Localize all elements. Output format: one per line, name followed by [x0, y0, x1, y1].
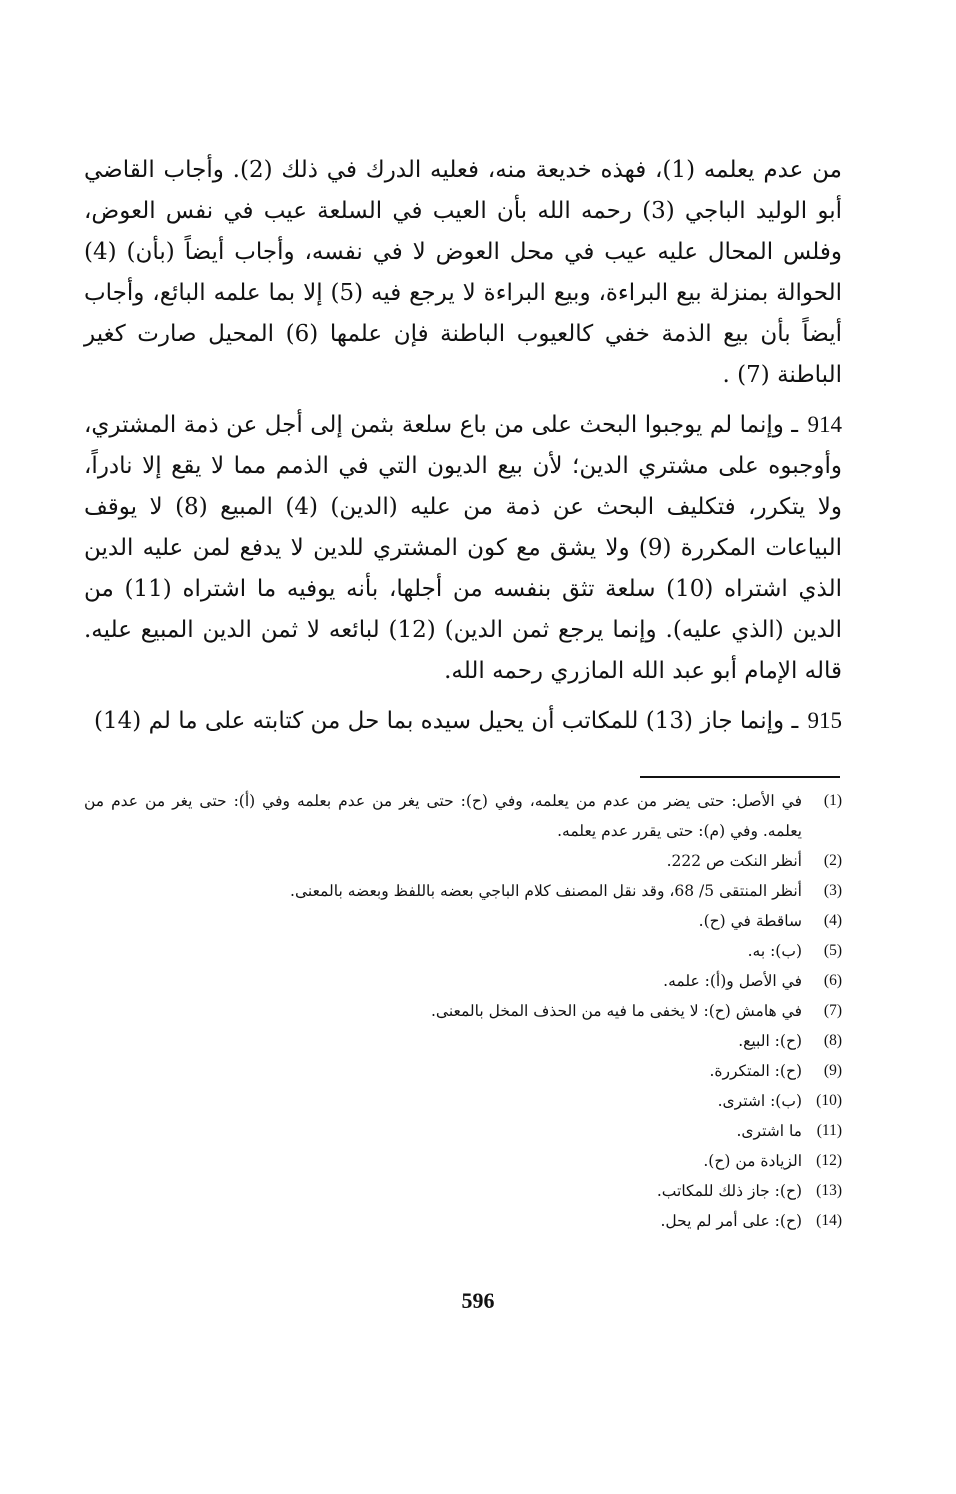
footnote-text: في الأصل: حتى يضر من عدم من يعلمه، وفي (ح): حتى يغر من عدم بعلمه وفي (أ): حتى يغر من عدم من يعلمه. وفي (م): حتى يقرر عدم يعلمه.: [84, 792, 802, 840]
paragraph-text: ـ وإنما جاز (13) للمكاتب أن يحيل سيده بما حل من كتابته على ما لم (14): [94, 708, 799, 734]
footnote-14: [84, 1206, 842, 1236]
footnote-text: أنظر النكت ص 222.: [666, 852, 802, 870]
main-text: [84, 150, 842, 750]
footnote-text: (ب): اشترى.: [717, 1092, 802, 1110]
footnote-text: في الأصل و(أ): علمه.: [663, 972, 802, 990]
footnote-3: [84, 876, 842, 906]
footnote-text: ساقطة في (ح).: [698, 912, 802, 930]
footnotes: [84, 786, 842, 1236]
footnote-number: (4): [823, 912, 842, 929]
footnote-5: [84, 936, 842, 966]
footnote-text: (ح): على أمر لم يحل.: [660, 1212, 802, 1230]
footnote-number: (12): [816, 1152, 842, 1169]
footnote-8: [84, 1026, 842, 1056]
paragraph-number: 915: [807, 708, 842, 733]
footnote-number: (14): [816, 1212, 842, 1229]
footnote-7: [84, 996, 842, 1026]
footnote-text: (ب): به.: [747, 942, 802, 960]
footnote-9: [84, 1056, 842, 1086]
footnote-number: (13): [816, 1182, 842, 1199]
footnote-4: [84, 906, 842, 936]
footnote-text: (ح): المتكررة.: [709, 1062, 802, 1080]
paragraph-913-continuation: [84, 150, 842, 396]
footnote-number: (6): [823, 972, 842, 989]
paragraph-number: 914: [807, 412, 843, 437]
footnote-2: [84, 846, 842, 876]
footnote-number: (7): [823, 1002, 842, 1019]
paragraph-text: من عدم يعلمه (1)، فهذه خديعة منه، فعليه الدرك في ذلك (2). وأجاب القاضي أبو الوليد الباجي (3) رحمه الله بأن العيب في السلعة عيب في نفس العوض، وفلس المحال عليه عيب في محل العوض لا في نفسه، وأجاب أيضاً (بأن) (4) الحوالة بمنزلة بيع البراءة، وبيع البراءة لا يرجع فيه (5) إلا بما علمه البائع، وأجاب أيضاً بأن بيع الذمة خفي كالعيوب الباطنة فإن علمها (6) المحيل صارت كغير الباطنة (7) .: [84, 157, 842, 388]
footnote-number: (5): [823, 942, 842, 959]
footnote-number: (11): [816, 1122, 842, 1139]
page-number: 596: [461, 1288, 495, 1313]
footnote-text: في هامش (ح): لا يخفى ما فيه من الحذف المخل بالمعنى.: [430, 1002, 802, 1020]
footnote-text: أنظر المنتقى 5/ 68، وقد نقل المصنف كلام الباجي بعضه باللفظ وبعضه بالمعنى.: [290, 882, 802, 900]
footnote-1: [84, 786, 842, 846]
footnote-number: (9): [823, 1062, 842, 1079]
footnote-10: [84, 1086, 842, 1116]
footnote-number: (8): [823, 1032, 842, 1049]
footnote-text: الزيادة من (ح).: [703, 1152, 802, 1170]
footnote-separator: [640, 776, 840, 778]
footnote-6: [84, 966, 842, 996]
footnote-number: (2): [823, 852, 842, 869]
footnote-text: ما اشترى.: [736, 1122, 802, 1140]
footnote-number: (1): [823, 792, 842, 809]
paragraph-915: [84, 700, 842, 742]
footnote-text: (ح): جاز ذلك للمكاتب.: [656, 1182, 802, 1200]
footnote-11: [84, 1116, 842, 1146]
footnote-number: (10): [816, 1092, 842, 1109]
paragraph-914: [84, 404, 842, 692]
footnote-text: (ح): البيع.: [738, 1032, 802, 1050]
footnote-number: (3): [823, 882, 842, 899]
paragraph-text: ـ وإنما لم يوجبوا البحث على من باع سلعة بثمن إلى أجل عن ذمة المشتري، وأوجبوه على مشتري الدين؛ لأن بيع الديون التي في الذمم مما لا يقع إلا نادراً، ولا يتكرر، فتكليف البحث عن ذمة من عليه (الدين) (4) المبيع (8) لا يوقف البياعات المكررة (9) ولا يشق مع كون المشتري للدين لا يدفع لمن عليه الدين الذي اشتراه (10) سلعة تثق بنفسه من أجلها، بأنه يوفيه ما اشتراه (11) من الدين (الذي عليه). وإنما يرجع ثمن الدين) (12) لبائعه لا ثمن الدين المبيع عليه. قاله الإمام أبو عبد الله المازري رحمه الله.: [84, 412, 842, 684]
footnote-12: [84, 1146, 842, 1176]
footnote-13: [84, 1176, 842, 1206]
